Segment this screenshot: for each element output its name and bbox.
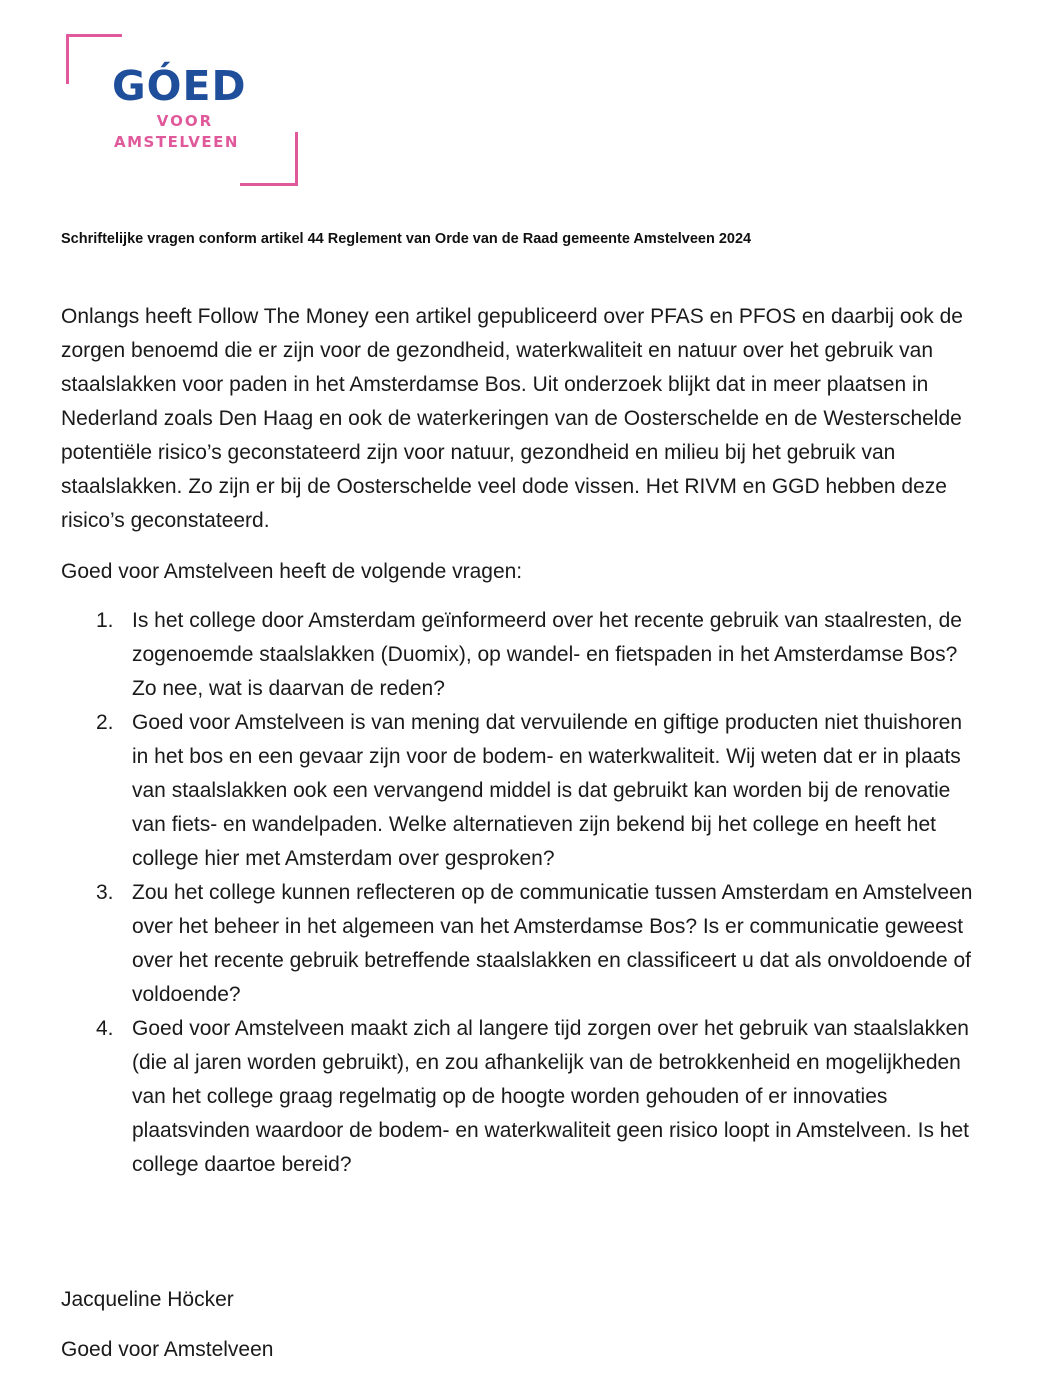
intro-paragraph: Onlangs heeft Follow The Money een artikel gepubliceerd over PFAS en PFOS en daarbij ook de zorgen benoemd die er zijn voor de gezondheid, waterkwaliteit en natuur over het gebruik van staalslakken voor paden in het Amsterdamse Bos. Uit onderzoek blijkt dat in meer plaatsen in Nederland zoals Den Haag en ook de waterkeringen van de Oosterschelde en de Westerschelde potentiële risico’s geconstateerd zijn voor natuur, gezondheid en milieu bij het gebruik van staalslakken. Zo zijn er bij de Oosterschelde veel dode vissen. Het RIVM en GGD hebben deze risico’s geconstateerd. [61, 305, 963, 532]
question-number: 4. [96, 1017, 114, 1040]
signer-party: Goed voor Amstelveen [61, 1338, 274, 1361]
questions-lead: Goed voor Amstelveen heeft de volgende vragen: [61, 560, 523, 583]
question-text: Is het college door Amsterdam geïnformeerd over het recente gebruik van staalresten, de zogenoemde staalslakken (Duomix), op wandel- en fietspaden in het Amsterdamse Bos? Zo nee, wat is daarvan de reden? [132, 609, 962, 700]
logo-brand-word: GÓED [112, 62, 247, 110]
question-text: Zou het college kunnen reflecteren op de communicatie tussen Amsterdam en Amstelveen over het beheer in het algemeen van het Amsterdamse Bos? Is er communicatie geweest over het recente gebruik betreffende staalslakken en classificeert u dat als onvoldoende of voldoende? [132, 881, 973, 1006]
party-logo [66, 34, 298, 186]
question-item [61, 604, 973, 706]
logo-place-word: AMSTELVEEN [114, 133, 239, 151]
questions-list [61, 604, 973, 1182]
question-number: 1. [96, 609, 114, 632]
question-item [61, 706, 973, 876]
question-number: 3. [96, 881, 114, 904]
question-item [61, 1012, 973, 1182]
logo-voor-word: VOOR [156, 112, 214, 130]
question-text: Goed voor Amstelveen is van mening dat vervuilende en giftige producten niet thuishoren in het bos en een gevaar zijn voor de bodem- en waterkwaliteit. Wij weten dat er in plaats van staalslakken ook een vervangend middel is dat gebruikt kan worden bij de renovatie van fiets- en wandelpaden. Welke alternatieven zijn bekend bij het college en heeft het college hier met Amsterdam over gesproken? [132, 711, 963, 870]
question-text: Goed voor Amstelveen maakt zich al langere tijd zorgen over het gebruik van staalslakken (die al jaren worden gebruikt), en zou afhankelijk van de betrokkenheid en mogelijkheden van het college graag regelmatig op de hoogte worden gehouden of er innovaties plaatsvinden waardoor de bodem- en waterkwaliteit geen risico loopt in Amstelveen. Is het college daartoe bereid? [132, 1017, 969, 1176]
document-subject: Schriftelijke vragen conform artikel 44 Reglement van Orde van de Raad gemeente Amstelveen 2024 [61, 231, 752, 247]
logo-corner-bottom-right [240, 132, 298, 186]
question-number: 2. [96, 711, 114, 734]
question-item [61, 876, 973, 1012]
signer-name: Jacqueline Höcker [61, 1288, 234, 1311]
